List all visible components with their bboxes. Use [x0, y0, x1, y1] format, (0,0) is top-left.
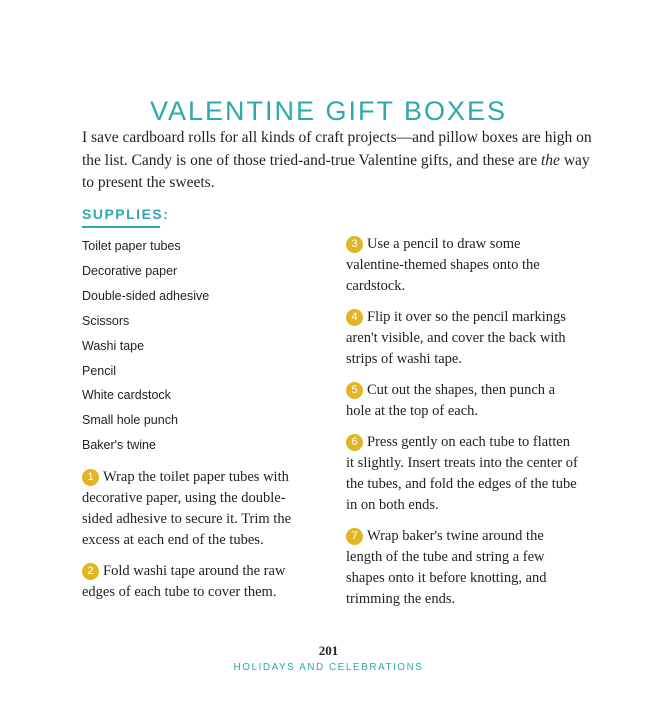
step-3: [346, 234, 581, 297]
step-text: Use a pencil to draw some valentine-themed shapes onto the cardstock.: [346, 236, 540, 294]
supplies-heading: SUPPLIES:: [82, 206, 170, 222]
footer-section-title: HOLIDAYS AND CELEBRATIONS: [233, 662, 424, 673]
step-text: Wrap baker's twine around the length of the tube and string a few shapes onto it before knotting, and trimming the ends.: [346, 528, 547, 607]
supply-item: Pencil: [82, 363, 117, 378]
steps-column-left: [82, 467, 314, 613]
step-text: Cut out the shapes, then punch a hole at the top of each.: [346, 382, 556, 419]
intro-paragraph: [82, 127, 592, 195]
step-number-badge: 7: [346, 528, 363, 545]
supplies-underline: [82, 226, 160, 228]
supply-item: Baker's twine: [82, 438, 156, 453]
step-number-badge: 6: [346, 434, 363, 451]
step-6: [346, 432, 581, 516]
step-text: Press gently on each tube to flatten it slightly. Insert treats into the center of the tubes, and fold the edges of the tube in on both ends.: [346, 434, 578, 513]
intro-emphasis: the: [541, 151, 560, 169]
supply-item: Washi tape: [82, 338, 145, 353]
step-number-badge: 2: [82, 563, 99, 580]
supply-item: Scissors: [82, 313, 130, 328]
supply-item: Decorative paper: [82, 263, 178, 278]
intro-text-start: I save cardboard rolls for all kinds of craft projects—and pillow boxes are high on the list. Candy is one of those tried-and-true Valentine gifts, and these are: [82, 129, 592, 169]
page-title: VALENTINE GIFT BOXES: [149, 96, 508, 127]
supply-item: Toilet paper tubes: [82, 239, 181, 253]
step-4: [346, 307, 581, 370]
step-text: Fold washi tape around the raw edges of each tube to cover them.: [82, 563, 286, 600]
intro-text-end: way to present the sweets.: [82, 151, 590, 191]
page-number: 201: [318, 643, 339, 658]
supplies-list: [82, 234, 209, 458]
step-text: Wrap the toilet paper tubes with decorative paper, using the double-sided adhesive to secure it. Trim the excess at each end of the tubes.: [82, 469, 292, 548]
step-number-badge: 1: [82, 469, 99, 486]
step-number-badge: 5: [346, 382, 363, 399]
steps-column-right: [346, 234, 581, 620]
step-1: [82, 467, 314, 551]
step-2: [82, 561, 314, 603]
step-7: [346, 526, 581, 610]
supply-item: Small hole punch: [82, 413, 178, 428]
supply-item: White cardstock: [82, 388, 171, 403]
step-number-badge: 4: [346, 309, 363, 326]
step-number-badge: 3: [346, 236, 363, 253]
supply-item: Double-sided adhesive: [82, 288, 210, 303]
step-5: [346, 380, 581, 422]
step-text: Flip it over so the pencil markings aren't visible, and cover the back with strips of washi tape.: [346, 309, 566, 367]
